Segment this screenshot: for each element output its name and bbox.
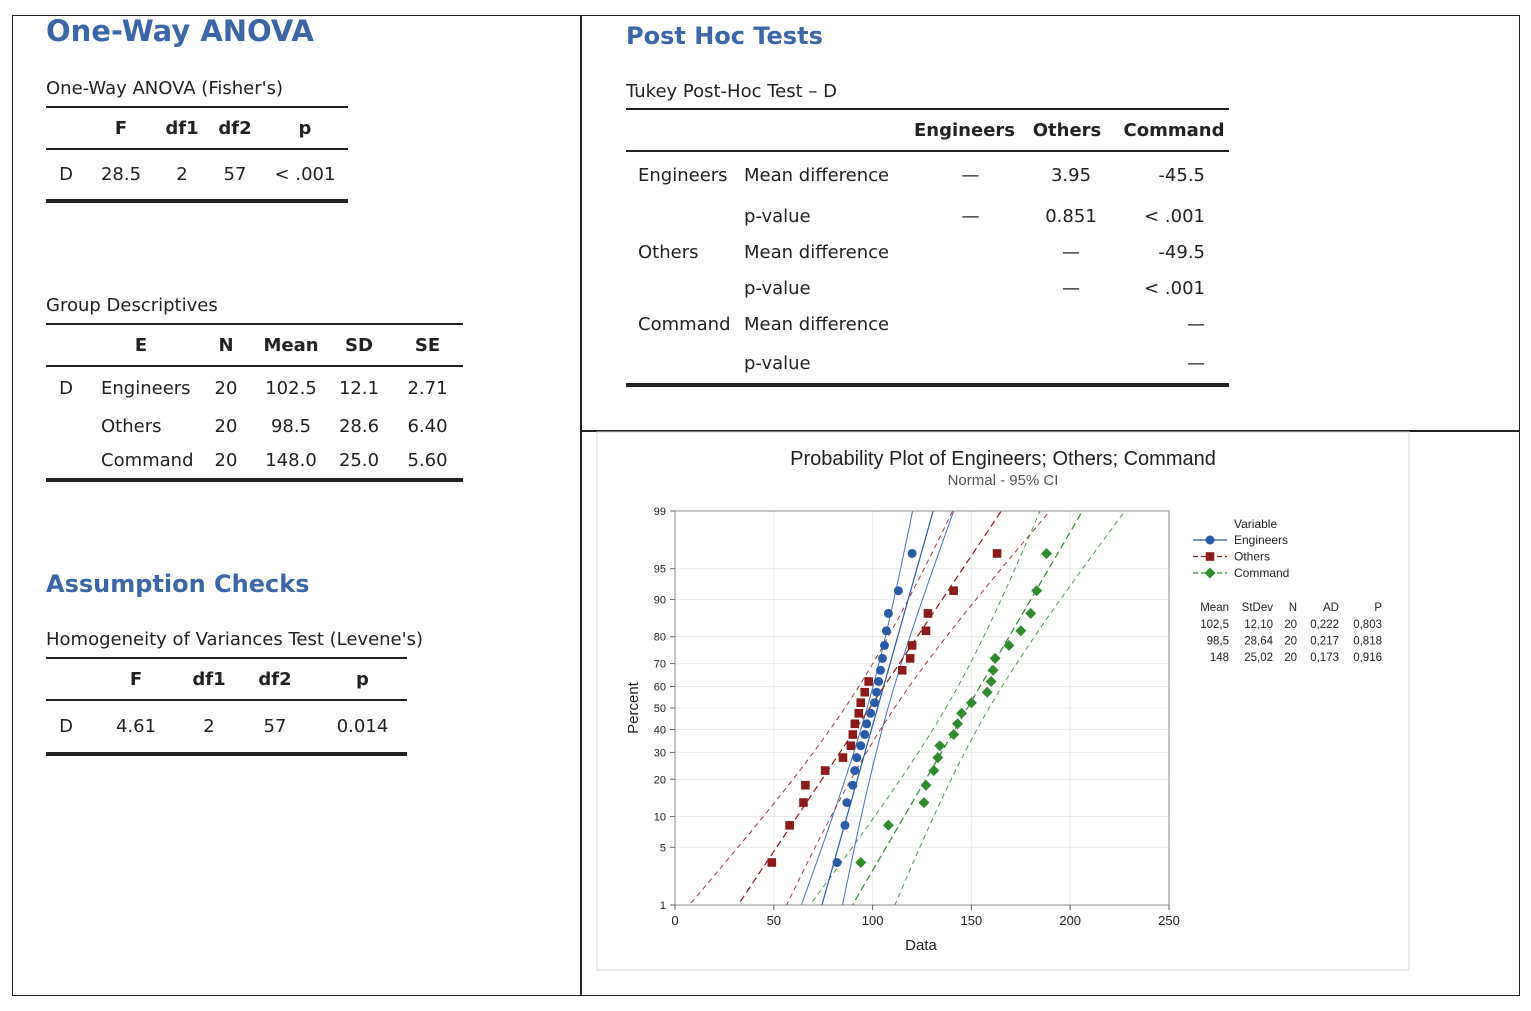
descriptives-header-e: E xyxy=(134,334,148,356)
data-point-others xyxy=(847,741,856,750)
anova-dv: D xyxy=(59,164,73,185)
data-point-others xyxy=(801,781,810,790)
descriptives-group: Others xyxy=(101,415,162,437)
data-point-others xyxy=(908,641,917,650)
data-point-engineers xyxy=(842,798,851,807)
descriptives-n: 20 xyxy=(214,449,238,471)
descriptives-sd: 12.1 xyxy=(338,378,380,399)
posthoc-cell-command: — xyxy=(1187,313,1205,335)
legend-entry-command: Command xyxy=(1234,566,1290,580)
levene-header-f: F xyxy=(129,668,143,690)
x-tick-label: 250 xyxy=(1158,913,1180,928)
descriptives-header-mean: Mean xyxy=(263,334,319,356)
data-point-others xyxy=(785,821,794,830)
data-point-engineers xyxy=(833,858,842,867)
posthoc-title: Post Hoc Tests xyxy=(626,22,823,50)
data-point-engineers xyxy=(860,730,869,739)
posthoc-cell-others: — xyxy=(1062,241,1080,263)
data-point-others xyxy=(864,677,873,686)
chart-area xyxy=(597,432,1409,970)
descriptives-header-se: SE xyxy=(414,334,441,356)
posthoc-cell-command: — xyxy=(1187,352,1205,374)
posthoc-group: Command xyxy=(638,313,731,335)
data-point-engineers xyxy=(856,741,865,750)
x-tick-label: 0 xyxy=(671,913,679,928)
legend-stats-cell: 98,5 xyxy=(1206,635,1229,648)
levene-df1: 2 xyxy=(203,716,215,737)
data-point-others xyxy=(854,709,863,718)
descriptives-se: 6.40 xyxy=(407,415,448,437)
legend-stats-cell: 0,916 xyxy=(1353,652,1382,664)
levene-df2: 57 xyxy=(263,716,287,737)
data-point-engineers xyxy=(880,641,889,650)
levene-f: 4.61 xyxy=(115,716,157,737)
anova-header-f: F xyxy=(114,117,128,139)
posthoc-stat: Mean difference xyxy=(744,165,890,186)
posthoc-caption: Tukey Post-Hoc Test – D xyxy=(626,81,837,102)
data-point-engineers xyxy=(872,688,881,697)
data-point-others xyxy=(898,666,907,675)
legend-stats-cell: 0,818 xyxy=(1353,635,1382,648)
data-point-others xyxy=(949,586,958,595)
levene-dv: D xyxy=(59,716,73,737)
posthoc-stat: p-value xyxy=(744,352,811,374)
posthoc-cell-others: — xyxy=(1062,277,1080,299)
legend-stats-cell: 0,803 xyxy=(1353,619,1382,631)
anova-header-df1: df1 xyxy=(165,117,199,139)
descriptives-sd: 28.6 xyxy=(338,415,380,437)
descriptives-header-n: N xyxy=(218,334,234,356)
anova-title: One-Way ANOVA xyxy=(46,14,314,48)
posthoc-cell-command: -49.5 xyxy=(1158,241,1205,263)
anova-f: 28.5 xyxy=(100,164,142,185)
descriptives-header-sd: SD xyxy=(345,334,373,356)
data-point-others xyxy=(768,858,777,867)
y-tick-label: 50 xyxy=(653,703,666,715)
legend-stats-cell: 25,02 xyxy=(1244,652,1273,664)
data-point-engineers xyxy=(852,753,861,762)
posthoc-cell-command: < .001 xyxy=(1144,205,1205,227)
y-tick-label: 5 xyxy=(659,842,666,855)
data-point-others xyxy=(849,730,858,739)
data-point-engineers xyxy=(882,626,891,635)
x-tick-label: 100 xyxy=(861,913,884,928)
assumptions-title: Assumption Checks xyxy=(46,570,310,598)
descriptives-mean: 148.0 xyxy=(265,449,317,471)
y-tick-label: 90 xyxy=(653,594,666,607)
legend-stats-cell: 20 xyxy=(1284,652,1297,664)
data-point-engineers xyxy=(876,666,885,675)
data-point-engineers xyxy=(870,698,879,707)
x-tick-label: 150 xyxy=(960,913,983,928)
legend-stats-header: P xyxy=(1374,602,1382,614)
levene-header-df1: df1 xyxy=(192,668,226,690)
descriptives-mean: 98.5 xyxy=(270,415,312,437)
data-point-engineers xyxy=(908,549,917,558)
data-point-others xyxy=(839,753,848,762)
chart-subtitle: Normal - 95% CI xyxy=(947,472,1059,489)
y-tick-label: 60 xyxy=(653,681,666,694)
legend-entry-others: Others xyxy=(1234,549,1271,564)
posthoc-cell-engineers: — xyxy=(961,165,980,186)
legend-stats-cell: 20 xyxy=(1284,619,1297,631)
posthoc-header-others: Others xyxy=(1032,119,1102,141)
data-point-engineers xyxy=(878,654,887,663)
legend-title: Variable xyxy=(1234,517,1278,531)
data-point-others xyxy=(860,688,869,697)
x-tick-label: 50 xyxy=(766,913,782,928)
anova-df1: 2 xyxy=(176,164,188,185)
data-point-engineers xyxy=(850,766,859,775)
legend-stats-cell: 102,5 xyxy=(1200,619,1229,631)
anova-caption: One-Way ANOVA (Fisher's) xyxy=(46,78,283,99)
y-tick-label: 40 xyxy=(653,724,666,737)
data-point-engineers xyxy=(840,821,849,830)
data-point-engineers xyxy=(894,586,903,595)
legend-stats-header: N xyxy=(1288,602,1297,614)
data-point-others xyxy=(821,766,830,775)
y-axis-label: Percent xyxy=(625,682,642,734)
y-tick-label: 20 xyxy=(653,774,666,787)
posthoc-cell-command: < .001 xyxy=(1144,277,1205,299)
legend-stats-cell: 20 xyxy=(1284,635,1297,648)
x-tick-label: 200 xyxy=(1059,913,1082,928)
descriptives-se: 2.71 xyxy=(407,378,448,399)
chart-title: Probability Plot of Engineers; Others; Command xyxy=(790,448,1216,470)
data-point-others xyxy=(924,609,933,618)
y-tick-label: 80 xyxy=(653,631,666,644)
posthoc-header-command: Command xyxy=(1123,119,1225,141)
data-point-others xyxy=(856,698,865,707)
descriptives-dv: D xyxy=(59,378,73,399)
y-tick-label: 70 xyxy=(653,658,666,671)
y-tick-label: 99 xyxy=(653,506,666,518)
posthoc-header-engineers: Engineers xyxy=(914,119,1015,141)
data-point-others xyxy=(993,549,1002,558)
y-tick-label: 1 xyxy=(659,900,666,912)
posthoc-cell-others: 3.95 xyxy=(1050,165,1092,186)
descriptives-n: 20 xyxy=(214,378,238,399)
legend-stats-cell: 148 xyxy=(1209,652,1229,664)
anova-header-df2: df2 xyxy=(218,117,252,139)
levene-header-p: p xyxy=(356,668,369,690)
legend-marker-others xyxy=(1206,552,1215,561)
legend-stats-cell: 12,10 xyxy=(1244,619,1273,631)
data-point-engineers xyxy=(866,709,875,718)
descriptives-mean: 102.5 xyxy=(265,378,317,399)
data-point-engineers xyxy=(874,677,883,686)
posthoc-cell-engineers: — xyxy=(961,205,980,227)
legend-stats-cell: 28,64 xyxy=(1244,635,1273,648)
data-point-others xyxy=(799,798,808,807)
y-tick-label: 30 xyxy=(653,747,666,760)
descriptives-group: Command xyxy=(101,449,194,471)
posthoc-stat: Mean difference xyxy=(744,241,890,263)
levene-p: 0.014 xyxy=(336,716,389,737)
descriptives-se: 5.60 xyxy=(407,449,448,471)
posthoc-stat: Mean difference xyxy=(744,313,890,335)
legend-stats-header: Mean xyxy=(1200,602,1229,614)
data-point-engineers xyxy=(884,609,893,618)
data-point-engineers xyxy=(862,719,871,728)
posthoc-stat: p-value xyxy=(744,205,811,227)
legend-marker-engineers xyxy=(1206,536,1215,545)
descriptives-sd: 25.0 xyxy=(338,449,380,471)
legend-stats-cell: 0,173 xyxy=(1310,652,1339,664)
posthoc-cell-command: -45.5 xyxy=(1158,165,1205,186)
data-point-others xyxy=(906,654,915,663)
descriptives-group: Engineers xyxy=(101,378,191,399)
levene-caption: Homogeneity of Variances Test (Levene's) xyxy=(46,629,423,650)
data-point-others xyxy=(851,719,860,728)
legend-stats-header: AD xyxy=(1323,602,1339,614)
descriptives-caption: Group Descriptives xyxy=(46,295,218,316)
anova-df2: 57 xyxy=(223,164,247,185)
posthoc-group: Engineers xyxy=(638,165,728,186)
y-tick-label: 95 xyxy=(653,563,666,576)
x-axis-label: Data xyxy=(905,937,937,954)
posthoc-group: Others xyxy=(638,241,699,263)
legend-stats-cell: 0,222 xyxy=(1310,619,1339,631)
anova-p: < .001 xyxy=(274,164,336,185)
data-point-engineers xyxy=(848,781,857,790)
legend-stats-header: StDev xyxy=(1241,602,1273,614)
posthoc-stat: p-value xyxy=(744,277,811,299)
data-point-others xyxy=(922,627,931,636)
levene-header-df2: df2 xyxy=(258,668,292,690)
anova-header-p: p xyxy=(298,117,312,139)
legend-stats-cell: 0,217 xyxy=(1310,635,1339,648)
posthoc-cell-others: 0.851 xyxy=(1045,205,1097,227)
legend-entry-engineers: Engineers xyxy=(1234,533,1289,547)
y-tick-label: 10 xyxy=(653,811,666,824)
descriptives-n: 20 xyxy=(214,415,238,437)
